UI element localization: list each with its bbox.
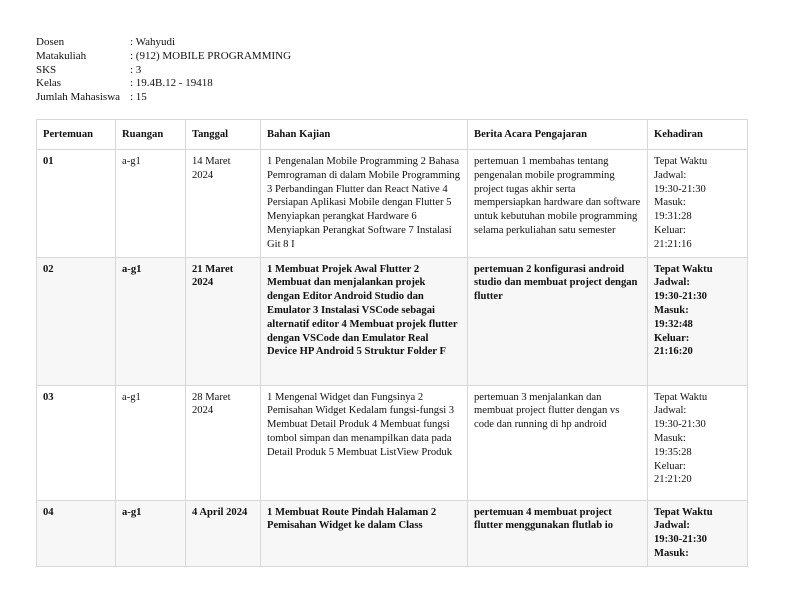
kehadiran-line: 19:30-21:30: [654, 534, 707, 546]
ruangan-cell: a-g1: [116, 500, 186, 566]
header-bahan-kajian: Bahan Kajian: [261, 120, 468, 150]
header-ruangan: Ruangan: [116, 120, 186, 150]
kehadiran-line: Tepat Waktu: [654, 506, 713, 518]
ruangan-cell: a-g1: [116, 257, 186, 385]
table-row: [37, 257, 748, 385]
header-tanggal: Tanggal: [186, 120, 261, 150]
info-value: : 19.4B.12 - 19418: [130, 77, 213, 90]
kehadiran-line: Tepat Waktu: [654, 263, 713, 275]
kehadiran-line: 19:30-21:30: [654, 183, 706, 195]
table-row: [37, 385, 748, 500]
tanggal-cell: 21 Maret 2024: [186, 257, 261, 385]
kehadiran-line: Jadwal:: [654, 277, 690, 289]
header-berita-acara: Berita Acara Pengajaran: [468, 120, 648, 150]
kehadiran-line: Tepat Waktu: [654, 391, 708, 403]
kehadiran-line: Masuk:: [654, 197, 686, 209]
kehadiran-line: 19:35:28: [654, 446, 692, 458]
berita-acara-cell: pertemuan 3 menjalankan dan membuat project flutter dengan vs code dan running di hp android: [468, 385, 648, 500]
bahan-kajian-cell: 1 Membuat Route Pindah Halaman 2 Pemisahan Widget ke dalam Class: [261, 500, 468, 566]
berita-acara-cell: pertemuan 2 konfigurasi android studio dan membuat project dengan flutter: [468, 257, 648, 385]
kehadiran-line: 21:21:16: [654, 238, 692, 250]
kehadiran-cell: [648, 257, 748, 385]
kehadiran-line: 19:30-21:30: [654, 419, 706, 431]
pertemuan-cell: 03: [37, 385, 116, 500]
kehadiran-line: Jadwal:: [654, 520, 690, 532]
berita-acara-cell: pertemuan 4 membuat project flutter menggunakan flutlab io: [468, 500, 648, 566]
info-value: : 15: [130, 91, 147, 104]
kehadiran-cell: [648, 385, 748, 500]
bahan-kajian-cell: 1 Mengenal Widget dan Fungsinya 2 Pemisahan Widget Kedalam fungsi-fungsi 3 Membuat Detail Produk 4 Membuat fungsi tombol simpan dan menampilkan data pada Detail Produk 5 Membuat ListView Produk: [261, 385, 468, 500]
info-row: [36, 77, 291, 91]
info-value: : Wahyudi: [130, 36, 176, 48]
info-label: Dosen: [36, 36, 65, 48]
tanggal-cell: 14 Maret 2024: [186, 150, 261, 258]
kehadiran-line: 21:16:20: [654, 346, 693, 358]
kehadiran-line: Keluar:: [654, 224, 686, 236]
kehadiran-line: Masuk:: [654, 547, 689, 559]
kehadiran-cell: [648, 150, 748, 258]
pertemuan-cell: 01: [37, 150, 116, 258]
tanggal-cell: 4 April 2024: [186, 500, 261, 566]
tanggal-cell: 28 Maret 2024: [186, 385, 261, 500]
kehadiran-line: Jadwal:: [654, 405, 687, 417]
bahan-kajian-cell: 1 Pengenalan Mobile Programming 2 Bahasa Pemrograman di dalam Mobile Programming 3 Perbandingan Flutter dan React Native 4 Persiapan Aplikasi Mobile dengan Flutter 5 Menyiapkan perangkat Hardware 6 Menyiapkan Perangkat Software 7 Instalasi Git 8 I: [261, 150, 468, 258]
info-value: : (912) MOBILE PROGRAMMING: [130, 49, 292, 62]
ruangan-cell: a-g1: [116, 150, 186, 258]
kehadiran-line: Tepat Waktu: [654, 156, 708, 167]
info-row: [36, 91, 291, 105]
header-kehadiran: Kehadiran: [648, 120, 748, 150]
kehadiran-line: Masuk:: [654, 432, 686, 444]
ruangan-cell: a-g1: [116, 385, 186, 500]
kehadiran-line: Masuk:: [654, 304, 689, 316]
info-label: Jumlah Mahasiswa: [36, 91, 121, 104]
kehadiran-line: 19:30-21:30: [654, 291, 707, 303]
table-header-row: [37, 120, 748, 150]
pertemuan-cell: 04: [37, 500, 116, 566]
pertemuan-cell: 02: [37, 257, 116, 385]
info-label: SKS: [36, 63, 57, 76]
info-row: [36, 36, 291, 50]
course-info: [36, 36, 291, 105]
info-label: Kelas: [36, 77, 62, 90]
info-label: Matakuliah: [36, 49, 87, 62]
kehadiran-line: Keluar:: [654, 332, 690, 344]
attendance-table: [36, 119, 748, 567]
kehadiran-cell: [648, 500, 748, 566]
kehadiran-line: Jadwal:: [654, 169, 687, 181]
header-pertemuan: Pertemuan: [37, 120, 116, 150]
kehadiran-line: Keluar:: [654, 460, 686, 472]
kehadiran-line: 19:31:28: [654, 211, 692, 223]
info-value: : 3: [130, 63, 142, 76]
info-row: [36, 64, 291, 78]
bahan-kajian-cell: 1 Membuat Projek Awal Flutter 2 Membuat dan menjalankan projek dengan Editor Android Studio dan Emulator 3 Instalasi VSCode sebagai alternatif editor 4 Membuat projek flutter dengan VSCode dan Emulator Real Device HP Android 5 Struktur Folder F: [261, 257, 468, 385]
info-row: [36, 50, 291, 64]
table-row: [37, 500, 748, 566]
kehadiran-line: 21:21:20: [654, 474, 692, 486]
table-row: [37, 150, 748, 258]
kehadiran-line: 19:32:48: [654, 318, 693, 330]
berita-acara-cell: pertemuan 1 membahas tentang pengenalan mobile programming project tugas akhir serta mempersiapkan hardware dan software untuk kebutuhan mobile programming selama perkuliahan satu semester: [468, 150, 648, 258]
